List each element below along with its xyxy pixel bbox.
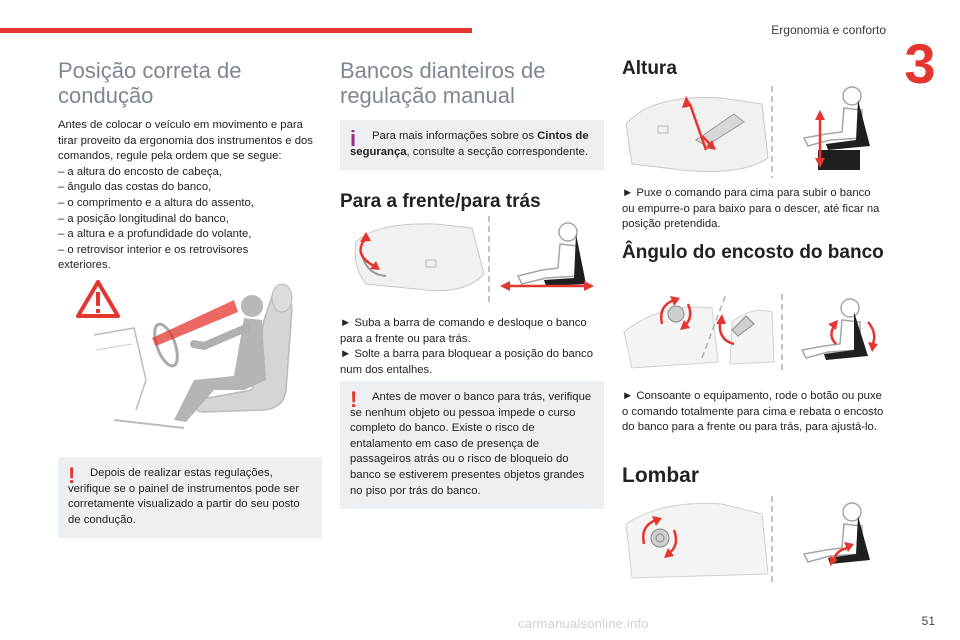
step-1-text: ► Suba a barra de comando e desloque o banco para a frente ou para trás. <box>340 317 587 345</box>
seatbelts-link-text: Cintos de segurança <box>350 130 589 158</box>
driving-posture-figure <box>74 280 304 440</box>
list-item: – o comprimento e a altura do assento, <box>58 196 254 209</box>
section-title: Ergonomia e conforto <box>771 23 886 37</box>
info-icon: i <box>350 126 357 151</box>
forward-backward-steps <box>340 316 604 378</box>
watermark: carmanualsonline.info <box>518 616 649 631</box>
list-item: – a altura do encosto de cabeça, <box>58 165 222 178</box>
column-manual-seats <box>340 52 604 214</box>
list-item: – a posição longitudinal do banco, <box>58 212 229 225</box>
driving-position-intro: Antes de colocar o veículo em movimento e para tirar proveito da ergonomia dos instrumentos e dos comandos, regule pela ordem que se segue: <box>58 119 313 163</box>
backrest-angle-text: ► Consoante o equipamento, rode o botão ou puxe o comando totalmente para cima e rebata o encosto do banco para a frente ou para trás, para ajustá-lo. <box>622 390 884 434</box>
list-item: – o retrovisor interior e os retrovisores exteriores. <box>58 243 249 272</box>
forward-backward-figure <box>346 214 600 306</box>
backrest-angle-figure <box>622 292 882 374</box>
warning-seat-movement <box>340 381 604 509</box>
lumbar-title: Lombar <box>622 464 700 487</box>
page-number: 51 <box>921 614 935 628</box>
header-accent-bar <box>0 28 472 33</box>
column-driving-position <box>58 52 322 274</box>
forward-backward-title: Para a frente/para trás <box>340 191 541 213</box>
list-item: – a altura e a profundidade do volante, <box>58 228 252 241</box>
warning-triangle-icon <box>78 282 118 316</box>
exclamation-icon: ! <box>350 387 358 412</box>
backrest-angle-title: Ângulo do encosto do banco <box>622 242 884 263</box>
driving-position-title: Posição correta de condução <box>58 58 242 108</box>
warning-text: Antes de mover o banco para trás, verifique se nenhum objeto ou pessoa impede o curso completo do banco. Existe o risco de entalamento em caso de presença de passageiros atrás ou o risco de bloqueio do banco se estiverem presentes objetos grandes no piso por trás do banco. <box>350 391 592 497</box>
adjustment-order-list <box>58 165 322 243</box>
info-text-after: , consulte a secção correspondente. <box>406 145 589 158</box>
list-item: – ângulo das costas do banco, <box>58 181 212 194</box>
lumbar-figure <box>622 494 882 586</box>
warning-driving-position <box>58 457 322 538</box>
height-figure <box>622 84 882 180</box>
chapter-number: 3 <box>904 32 936 95</box>
manual-seats-title: Bancos dianteiros de regulação manual <box>340 58 546 108</box>
warning-text: Depois de realizar estas regulações, verifique se o painel de instrumentos pode ser corretamente visualizado a partir do seu posto de condução. <box>68 467 300 526</box>
height-text: ► Puxe o comando para cima para subir o banco ou empurre-o para baixo para o descer, até ficar na posição pretendida. <box>622 187 880 231</box>
info-text-before: Para mais informações sobre os <box>372 130 538 142</box>
info-note-seatbelts <box>340 120 604 170</box>
height-title: Altura <box>622 58 677 79</box>
exclamation-icon: ! <box>68 463 76 488</box>
step-2-text: ► Solte a barra para bloquear a posição do banco num dos entalhes. <box>340 348 593 376</box>
